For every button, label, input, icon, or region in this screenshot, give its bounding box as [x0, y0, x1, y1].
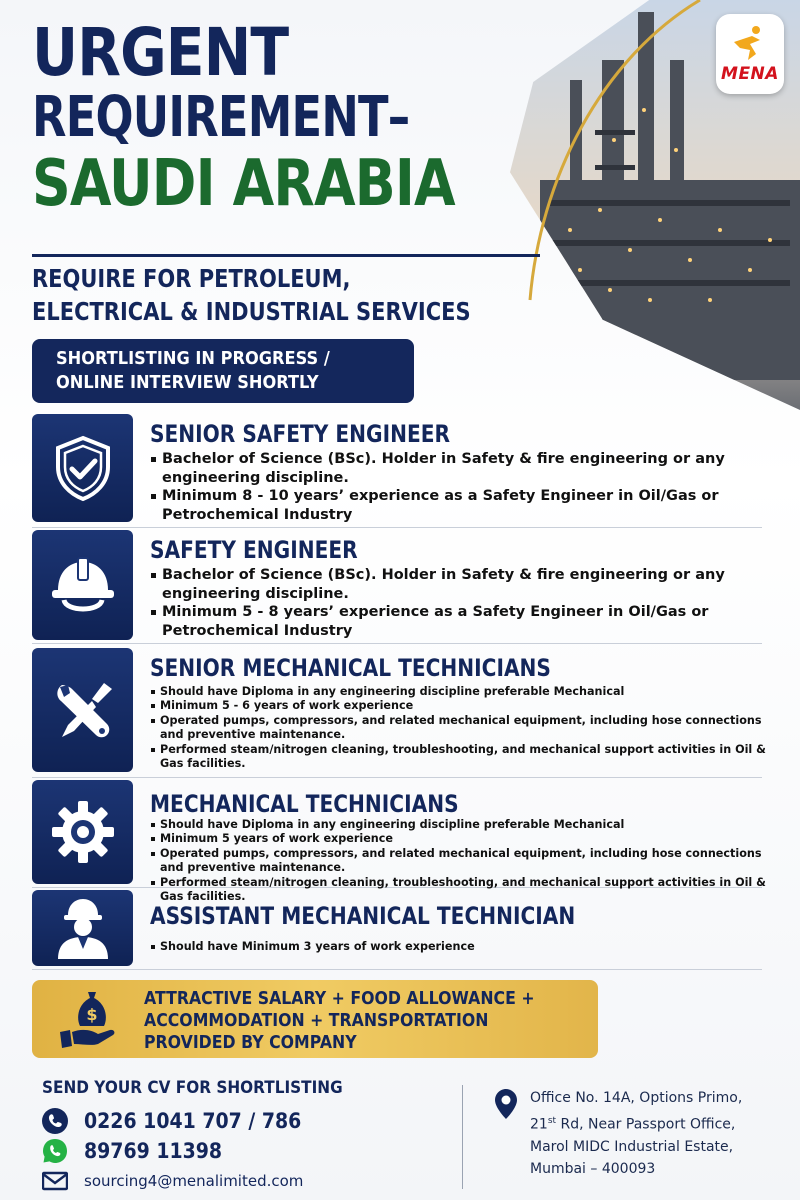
requirement-item: Minimum 5 years of work experience [150, 832, 782, 846]
address-line1: Office No. 14A, Options Primo, [530, 1090, 743, 1106]
requirement-item: Minimum 8 - 10 years’ experience as a Safety Engineer in Oil/Gas or Petrochemical Industry [150, 487, 782, 524]
gear-icon [48, 797, 118, 867]
job-icon-box [32, 648, 133, 772]
address-line4: Mumbai – 400093 [530, 1161, 656, 1178]
job-title: MECHANICAL TECHNICIANS [150, 790, 459, 818]
wrench-screwdriver-icon [48, 675, 118, 745]
requirement-item: Minimum 5 - 8 years’ experience as a Safety Engineer in Oil/Gas or Petrochemical Industry [150, 603, 782, 640]
requirement-item: Bachelor of Science (BSc). Holder in Safety & fire engineering or any engineering discipline. [150, 450, 782, 487]
logo-text: MENA [721, 64, 779, 84]
subheading-line1: REQUIRE FOR PETROLEUM, [32, 264, 351, 293]
whatsapp-number[interactable]: 89769 11398 [84, 1139, 223, 1163]
benefits-line2: ACCOMMODATION + TRANSPORTATION [144, 1011, 489, 1031]
job-requirements [150, 566, 782, 640]
job-icon-box [32, 530, 133, 640]
office-address [530, 1087, 742, 1181]
benefits-line3: PROVIDED BY COMPANY [144, 1033, 357, 1053]
job-assistant-mechanical-technician [32, 890, 762, 970]
requirement-item: Operated pumps, compressors, and related mechanical equipment, including hose connections and preventive maintenance. [150, 714, 782, 743]
subheading [32, 262, 471, 328]
address-road-rest: Rd, Near Passport Office, [556, 1116, 736, 1133]
envelope-icon [42, 1168, 68, 1194]
headline-country: SAUDI ARABIA [32, 147, 455, 221]
phone-number[interactable]: 0226 1041 707 / 786 [84, 1109, 302, 1133]
cta-heading: SEND YOUR CV FOR SHORTLISTING [42, 1078, 343, 1098]
job-requirements [150, 450, 782, 524]
phone-icon [42, 1108, 68, 1134]
svg-text:$: $ [86, 1005, 98, 1024]
job-title: SAFETY ENGINEER [150, 536, 358, 564]
job-requirements [150, 685, 782, 771]
headline-urgent: URGENT [32, 14, 289, 91]
job-icon-box [32, 890, 133, 966]
headline [32, 14, 535, 221]
job-requirements [150, 940, 782, 954]
email-row [42, 1168, 303, 1194]
headline-divider [32, 254, 540, 257]
worker-icon [48, 893, 118, 963]
status-pill [32, 339, 414, 403]
requirement-item: Minimum 5 - 6 years of work experience [150, 699, 782, 713]
requirement-item: Should have Diploma in any engineering discipline preferable Mechanical [150, 685, 782, 699]
status-line1: SHORTLISTING IN PROGRESS / [56, 348, 330, 369]
job-safety-engineer [32, 530, 762, 644]
hard-hat-icon [48, 550, 118, 620]
benefits-line1: ATTRACTIVE SALARY + FOOD ALLOWANCE + [144, 989, 535, 1009]
requirement-item: Should have Minimum 3 years of work experience [150, 940, 782, 954]
job-title: SENIOR SAFETY ENGINEER [150, 420, 451, 448]
address-road-suffix: st [547, 1115, 557, 1126]
job-icon-box [32, 414, 133, 522]
requirement-item: Performed steam/nitrogen cleaning, troubleshooting, and mechanical support activities in Oil & Gas facilities. [150, 876, 782, 905]
requirement-item: Performed steam/nitrogen cleaning, troubleshooting, and mechanical support activities in Oil & Gas facilities. [150, 743, 782, 772]
benefits-banner [32, 980, 598, 1058]
job-senior-mechanical-technicians [32, 648, 766, 778]
money-bag-hand-icon [58, 988, 122, 1050]
address-road-number: 21 [530, 1116, 548, 1133]
email-address[interactable]: sourcing4@menalimited.com [84, 1172, 304, 1190]
location-pin-icon [494, 1088, 518, 1120]
status-line2: ONLINE INTERVIEW SHORTLY [56, 372, 319, 393]
job-title: ASSISTANT MECHANICAL TECHNICIAN [150, 902, 576, 930]
runner-logo-icon [730, 24, 770, 64]
job-mechanical-technicians [32, 780, 766, 904]
job-icon-box [32, 780, 133, 884]
job-title: SENIOR MECHANICAL TECHNICIANS [150, 654, 551, 682]
subheading-line2: ELECTRICAL & INDUSTRIAL SERVICES [32, 297, 471, 326]
whatsapp-row [42, 1138, 237, 1164]
address-line3: Marol MIDC Industrial Estate, [530, 1138, 734, 1155]
requirement-item: Bachelor of Science (BSc). Holder in Safety & fire engineering or any engineering discipline. [150, 566, 782, 603]
phone-row [42, 1108, 325, 1134]
headline-requirement: REQUIREMENT– [32, 85, 410, 150]
whatsapp-icon [42, 1138, 68, 1164]
address-line2 [530, 1110, 742, 1136]
job-senior-safety-engineer [32, 414, 762, 528]
shield-check-icon [48, 433, 118, 503]
contact-divider [462, 1085, 463, 1189]
mena-logo [716, 14, 784, 94]
requirement-item: Should have Diploma in any engineering discipline preferable Mechanical [150, 818, 782, 832]
requirement-item: Operated pumps, compressors, and related mechanical equipment, including hose connections and preventive maintenance. [150, 847, 782, 876]
